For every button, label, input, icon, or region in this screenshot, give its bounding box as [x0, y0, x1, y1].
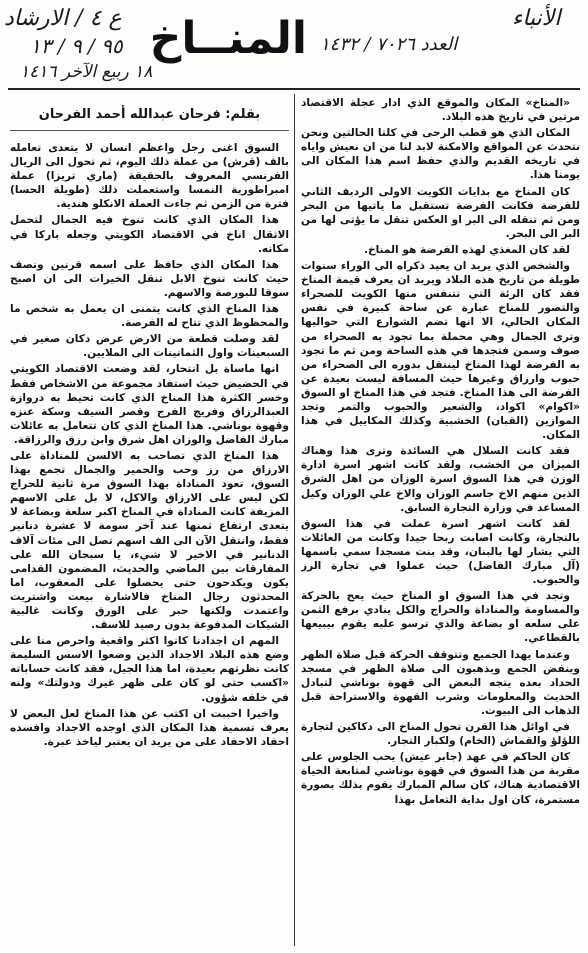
paragraph: والشخص الذي يريد ان يعيد ذكراه الى الوراء سنوات طويلة من تاريخ هذه البلاد ويريد ان يعرف قيمة المناخ فقد كان الرئة التي تتنفس منها الكويت للصحراء والتصور للمناخ عبارة عن ساحة كبيرة في نفس المكان الحالي، الا انها تضم الشوارع التي حواليها وترى الجمال وهي محملة بما تجود به الصحراء من صوف وسمن فتجدها في هذه الساحة ومن ثم ما تجود به الفرضة لهذا المناخ لينتقل بدوره الى الصحراء من حبوب وارزاق وغيرها حيث المسافة ليست بعيدة عن الفرضة الى هذا المناخ. فتجد في هذا المناخ او السوق «اكوام» اكواد، والشعير والحبوب والتمر وتجد الموازين (القبان) الخشبية وكذلك المكاييل في هذا المكان. — [301, 260, 580, 442]
paragraph: السوق اغنى رجل واعظم انسان لا يتعدى تعامله بالف (قرش) من عملة ذلك اليوم، ثم تحول الى الريال الفرنسي المعروف بالحقيقة (ماري تريزا) عملة امبراطورية النمسا واستعملت ذلك (طويلة الحسا) فترة من الزمن ثم جاءت العملة الانكلو هندية. — [10, 142, 289, 211]
paragraph: هذا المناخ الذي كانت يتمنى ان يعمل به شخص ما والمحظوظ الذي تتاح له الفرصة. — [10, 303, 289, 330]
paragraph: وعندما يهدا الجميع وتتوقف الحركة قبل صلاة الظهر وينفض الجمع ويذهبون الى صلاة الظهر في مسجد الحداد بعده يتجه البعض الى قهوة بوناشي لتبادل الحديث والمعلومات وشرب القهوة والاستراحة قبل الذهاب الى البيوت. — [301, 648, 580, 717]
author-byline: بقلم: فرحان عبدالله أحمد الفرحان — [10, 104, 289, 131]
paragraph: المكان الذي هو قطب الرحى في كلتا الحالتين ونحن نتحدث عن المواقع والامكنة لابد لنا من ان نعيش واياه في تاريخه القديم والذي حفظ اسم هذا المكان الى يومنا هذا. — [301, 127, 580, 182]
handwritten-hijri-date: ١٨ ربيع الآخر ١٤١٦ — [20, 62, 153, 82]
paragraph: «المناخ» المكان والموقع الذي ادار عجلة الاقتصاد مرتين في تاريخ هذه البلاد. — [301, 97, 580, 124]
paragraph: كان المناخ مع بدايات الكويت الاولى الرديف الثاني للفرضة فكانت الفرضة تستقبل ما ياتيها من البحر ومن ثم تنقله الى البر او العكس تنقل ما يؤتى لها من البر الى البحر. — [301, 185, 580, 240]
paragraph: واخيرا احببت ان اكتب عن هذا المناخ لعل البعض لا يعرف تسمية هذا المكان الذي اوجده الاجداد وافسده احفاد الاحفاد على من يريد ان يعتبر لياخذ عبرة. — [10, 707, 289, 748]
paragraph: المهم ان اجدادنا كانوا اكثر واقعية واحرص منا على وضع هذه البلاد الاجداد الذين وضعوا الاسس السليمة كانت نظرتهم بعيدة، اما هذا الجيل، فقد كانت حساباته «اكسب حتى لو كان على ظهر غيرك ودولتك» ولنه في خلفه شؤون. — [10, 635, 289, 704]
paragraph: وتجد في هذا السوق او المناخ حيث يعج بالحركة والمساومة والمناداة والحراج والكل ينادي برفع الثمن على سلعه او بضاعة والذي ترسو عليه يقوم بيبيعها بالقطاعي. — [301, 590, 580, 645]
article-column-left — [10, 96, 289, 944]
paragraph: هذا المكان الذي حافظ على اسمه قرنين ونصف حيث كانت تنوخ الابل تنقل الخيرات الى ان اصبح سوقا للبورصة والاسهم. — [10, 258, 289, 299]
paragraph: في اوائل هذا القرن تحول المناخ الى دكاكين لتجارة اللؤلؤ والقماش (الخام) ولكبار التجار. — [301, 721, 580, 748]
column-divider — [294, 94, 295, 946]
paragraph: انها ماساة بل انتحار، لقد وضعت الاقتصاد الكويتي في الحضيض حيث استفاد مجموعة من الاشخاص فقط وخسر الكثرة هذا المناخ الذي كانت تحيط به دروازة العبدالرزاق وفريج الفرج وقصر السيف وسكة عنزه وقهوة بوناشي. هذا المناخ الذي كان تتعامل به عائلات مبارك الفاضل والوزان اهل شرق وابن رزق والرزاقة. — [10, 363, 289, 446]
paragraph: هذا المناخ الذي تصاحب به الالسن للمناداة على الارزاق من رز وحب والحمير والجمال تجمع بهذا السوق، تعود المناداة بهذا السوق مرة ثانية للحراج لكن ليس على الارزاق والاكل، لا بل على الاسهم المزيفة كانت المناداة في المناخ اكبر سلعة وبضاعة لا يتعدى ارتفاع ثمنها عند آخر سومة لا عشرة دنانير فقط، وانتقل الآن الى الف اسهم تصل الى مئات آلاف الدنانير في الاخير لا شيء، يا سبحان الله على المفارقات بين الماضي والحديث، المضمون القدامى يكون ويكدحون حتى يحصلوا على المعقوب، اما المحدثون رجال المناخ فالاشارة بيعت واشتريت واعتمدت ولكنها حبر على الورق وكانت غالبية الشيكات المدفوعة بدون رصيد للاسف. — [10, 449, 289, 632]
paragraph: لقد كانت اشهر اسرة عملت في هذا السوق بالتجارة، وكانت اصابت ربحا جيدا وكانت من العائلات التي يشار لها بالبنان، وقد بنت مسجدا سمي باسمها (آل مبارك الفاضل) حيث عملوا في تجارة الرز والحبوب. — [301, 517, 580, 587]
paragraph: لقد كان المغذي لهذه الفرضة هو المناخ. — [363, 243, 570, 256]
paragraph: لقد وصلت قطعة من الارض عرض دكان صغير في السبعينات واول الثمانينات الى الملايين. — [10, 333, 289, 360]
paragraph: فقد كانت السلال هي السائدة وترى هذا وهناك الميزان من الخشب، ولقد كانت اشهر اسرة ادارة الوزن في هذا السوق اسرة الوزان من اهل الشرق الذين منهم الاخ جاسم الوزان والاخ علي الوزان وكيل المساعد في وزارة التجارة السابق. — [301, 445, 580, 514]
title-rule — [8, 88, 580, 90]
paragraph: كان الحاكم في عهد (جابر عيش) يحب الجلوس على مقربة من هذا السوق في قهوة بوناشي لمتابعة الحياة الاقتصادية هناك، كان سالم المبارك يقوم بذلك بصورة مستمرة، كان اول بداية التعامل بهذا — [301, 751, 580, 806]
handwritten-date-note: ٩٥ / ٩ / ١٣ — [30, 34, 123, 58]
article-column-right — [301, 96, 580, 944]
handwritten-issue-number: العدد ٧٠٢٦ / ١٤٣٢ — [320, 34, 458, 55]
paragraph: هذا المكان الذي كانت تنوخ فيه الجمال لتحمل الاثقال اناخ في الاقتصاد الكويتي وجعله باركا في مكانه. — [10, 214, 289, 255]
article-title: المنــاخ — [149, 13, 307, 64]
handwritten-paper-name: الأنباء — [512, 6, 561, 31]
handwritten-source-note: ع ٤ / الارشاد — [4, 6, 122, 31]
